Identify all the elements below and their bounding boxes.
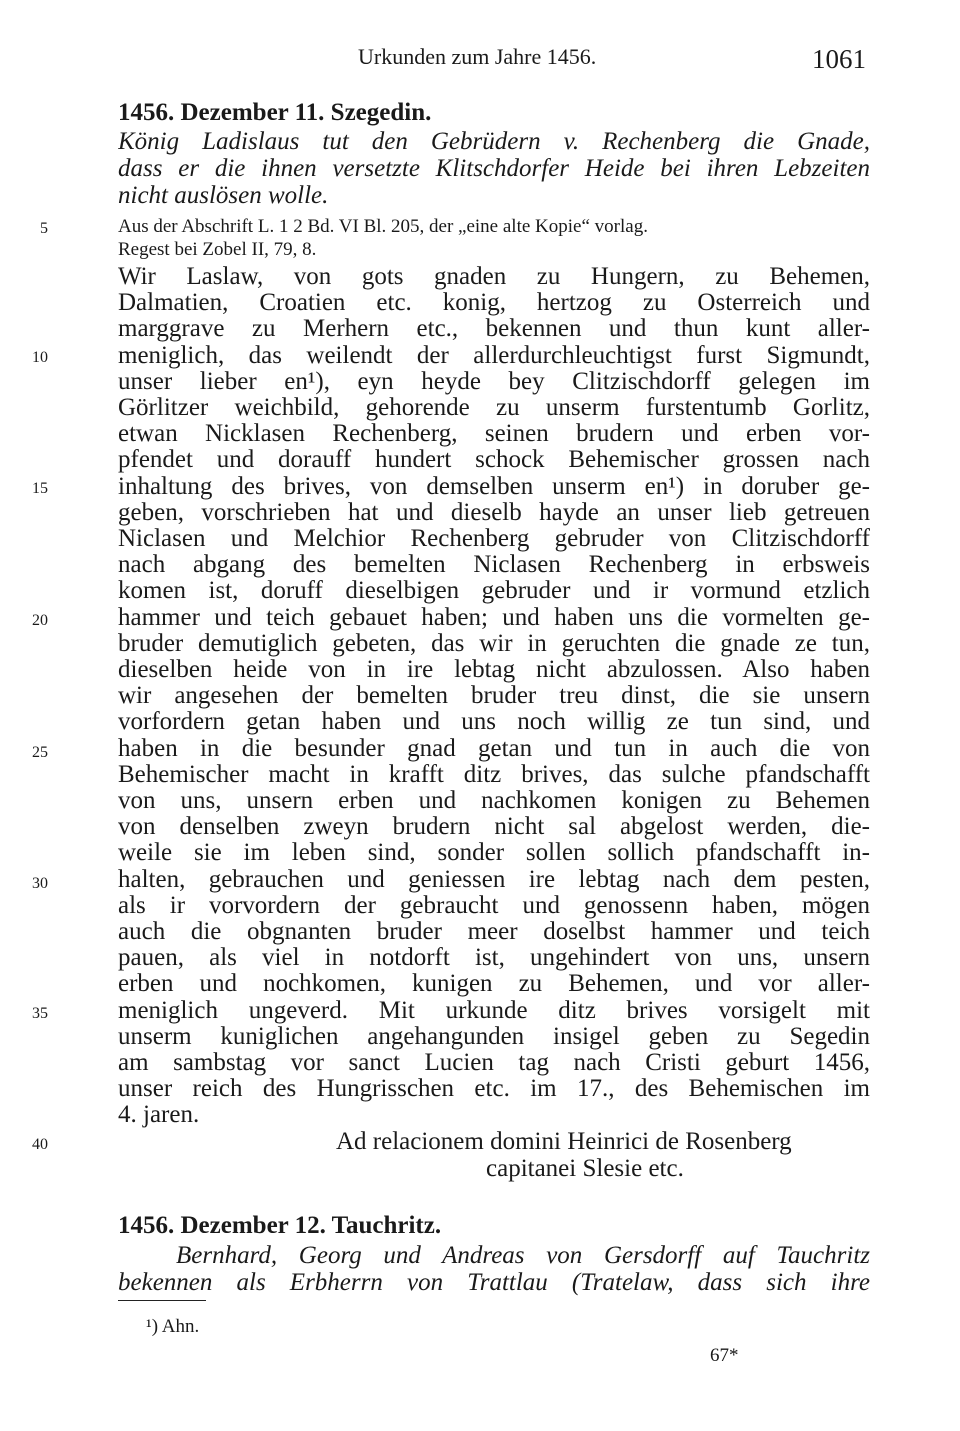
- text-line: von denselben zweyn brudern nicht sal abgelost werden, die-: [118, 813, 870, 841]
- running-header: Urkunden zum Jahre 1456.: [358, 44, 597, 69]
- page-number: 1061: [812, 44, 866, 74]
- document-heading: 1456. Dezember 11. Szegedin.: [118, 99, 432, 126]
- closing-line: capitanei Slesie etc.: [486, 1155, 684, 1182]
- text-line: hammer und teich gebauet haben; und haben uns die vormelten ge-: [118, 603, 870, 631]
- text-line: unser lieber en¹), eyn heyde bey Clitzischdorff gelegen im: [118, 367, 870, 395]
- text-line: etwan Nicklasen Rechenberg, seinen brudern und erben vor-: [118, 420, 870, 448]
- closing-line: Ad relacionem domini Heinrici de Rosenberg: [336, 1128, 792, 1155]
- regest-line: Bernhard, Georg und Andreas von Gersdorff auf Tauchritz: [176, 1242, 870, 1269]
- text-line: Behemischer macht in krafft ditz brives, das sulche pfandschafft: [118, 760, 870, 788]
- text-line: Wir Laslaw, von gots gnaden zu Hungern, zu Behemen,: [118, 263, 870, 290]
- text-line: unser reich des Hungrisschen etc. im 17., des Behemischen im: [118, 1075, 870, 1103]
- text-line: als ir vorvordern der gebraucht und genossenn haben, mögen: [118, 891, 870, 919]
- text-line: nach abgang des bemelten Niclasen Rechenberg in erbsweis: [118, 551, 870, 579]
- text-line: von uns, unsern erben und nachkomen konigen zu Behemen: [118, 787, 870, 814]
- footnote: ¹) Ahn.: [146, 1316, 200, 1337]
- text-line: marggrave zu Merhern etc., bekennen und thun kunt aller-: [118, 315, 870, 343]
- text-line: 4. jaren.: [118, 1101, 200, 1129]
- signature-mark: 67*: [710, 1345, 739, 1366]
- text-line: komen ist, doruff dieselbigen gebruder und ir vormund etzlich: [118, 577, 870, 605]
- text-line: pfendet und dorauff hundert schock Behemischer grossen nach: [118, 446, 870, 474]
- regest-line: dass er die ihnen versetzte Klitschdorfer Heide bei ihren Lebzeiten: [118, 155, 870, 182]
- text-line: erben und nochkomen, kunigen zu Behemen, und vor aller-: [118, 970, 870, 998]
- text-line: geben, vorschrieben hat und dieselb hayde an unser lieb getreuen: [118, 498, 870, 526]
- regest-line: bekennen als Erbherrn von Trattlau (Tratelaw, dass sich ihre: [118, 1269, 870, 1296]
- text-line: dieselben heide von in ire lebtag nicht abzulossen. Also haben: [118, 656, 870, 683]
- document-heading: 1456. Dezember 12. Tauchritz.: [118, 1212, 442, 1239]
- regest-line: König Ladislaus tut den Gebrüdern v. Rechenberg die Gnade,: [118, 128, 870, 155]
- line-number: 40: [32, 1136, 48, 1153]
- source-note: Regest bei Zobel II, 79, 8.: [118, 239, 317, 260]
- text-line: bruder demutiglich gebeten, das wir in geruchten die gnade ze tun,: [118, 629, 870, 657]
- text-line: unserm kuniglichen angehangunden insigel geben zu Segedin: [118, 1022, 870, 1050]
- text-line: vorfordern getan haben und uns noch willig ze tun sind, und: [118, 708, 870, 736]
- line-number: 5: [40, 220, 48, 237]
- text-line: haben in die besunder gnad getan und tun in auch die von: [118, 734, 870, 762]
- text-line: inhaltung des brives, von demselben unserm en¹) in doruber ge-: [118, 472, 870, 500]
- text-line: halten, gebrauchen und geniessen ire lebtag nach dem pesten,: [118, 865, 870, 893]
- text-line: pauen, als viel in notdorft ist, ungehindert von uns, unsern: [118, 944, 870, 972]
- text-line: am sambstag vor sanct Lucien tag nach Cristi geburt 1456,: [118, 1049, 870, 1076]
- footnote-rule: [118, 1300, 206, 1301]
- line-number: 35: [32, 1005, 48, 1022]
- line-number: 15: [32, 480, 48, 497]
- line-number: 30: [32, 875, 48, 892]
- text-line: Görlitzer weichbild, gehorende zu unserm furstentumb Gorlitz,: [118, 394, 870, 421]
- text-line: wir angesehen der bemelten bruder treu dinst, die sie unsern: [118, 682, 870, 710]
- text-line: meniglich, das weilendt der allerdurchleuchtigst furst Sigmundt,: [118, 341, 870, 369]
- text-line: meniglich ungeverd. Mit urkunde ditz brives vorsigelt mit: [118, 996, 870, 1024]
- source-note: Aus der Abschrift L. 1 2 Bd. VI Bl. 205, der „eine alte Kopie“ vorlag.: [118, 216, 648, 237]
- line-number: 20: [32, 612, 48, 629]
- text-line: Dalmatien, Croatien etc. konig, hertzog zu Osterreich und: [118, 289, 870, 317]
- text-line: auch die obgnanten bruder meer doselbst hammer und teich: [118, 918, 870, 945]
- line-number: 10: [32, 349, 48, 366]
- line-number: 25: [32, 744, 48, 761]
- regest-line: nicht auslösen wolle.: [118, 182, 329, 209]
- text-line: weile sie im leben sind, sonder sollen sollich pfandschafft in-: [118, 839, 870, 867]
- text-line: Niclasen und Melchior Rechenberg gebruder von Clitzischdorff: [118, 525, 870, 552]
